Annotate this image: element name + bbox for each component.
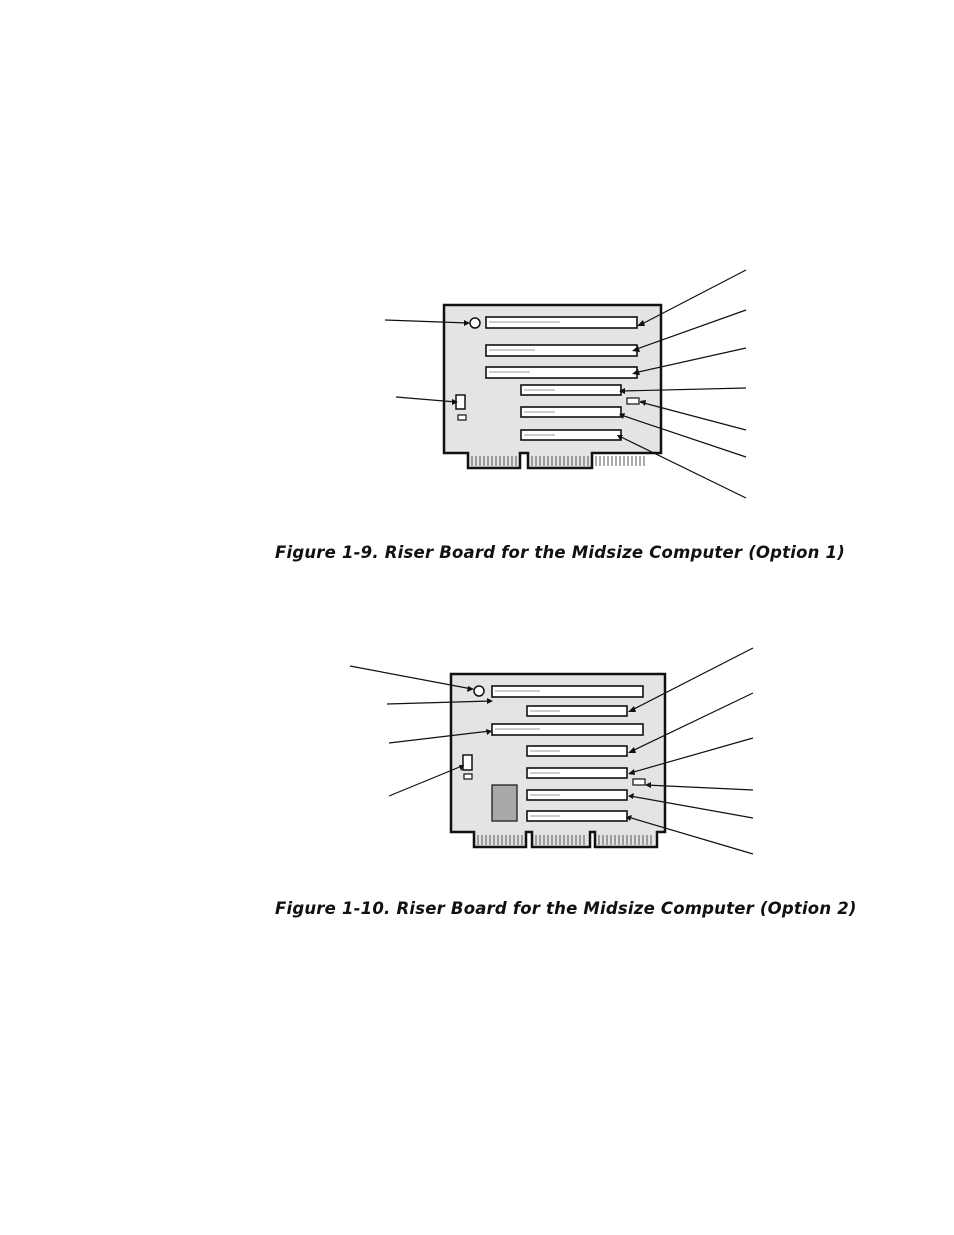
figure-caption-1-9: Figure 1-9. Riser Board for the Midsize Computer (Option 1) (275, 543, 845, 562)
riser-board-option-1-diagram (0, 260, 954, 510)
figure-riser-board-option-1 (0, 260, 954, 510)
pci-slot-2 (527, 746, 627, 756)
isa-slot-1 (492, 686, 643, 697)
fan-connector (627, 398, 639, 404)
isa-slot-2 (492, 724, 643, 735)
pci-slot-4 (527, 790, 627, 800)
pci-slot-3 (521, 430, 621, 440)
chip (492, 785, 517, 821)
led-indicator (474, 686, 484, 696)
isa-slot-3 (486, 367, 637, 378)
led-indicator (470, 318, 480, 328)
figure-riser-board-option-2 (0, 640, 954, 860)
jumper-block (463, 755, 472, 770)
pci-slot-2 (521, 407, 621, 417)
pci-slot-3 (527, 768, 627, 778)
pci-slot-1 (521, 385, 621, 395)
fan-connector (633, 779, 645, 785)
small-connector (464, 774, 472, 779)
small-connector (458, 415, 466, 420)
isa-slot-1 (486, 317, 637, 328)
figure-caption-1-10: Figure 1-10. Riser Board for the Midsize Computer (Option 2) (275, 899, 857, 918)
pci-slot-1 (527, 706, 627, 716)
isa-slot-2 (486, 345, 637, 356)
pci-slot-5 (527, 811, 627, 821)
riser-board-option-2-diagram (0, 640, 954, 860)
